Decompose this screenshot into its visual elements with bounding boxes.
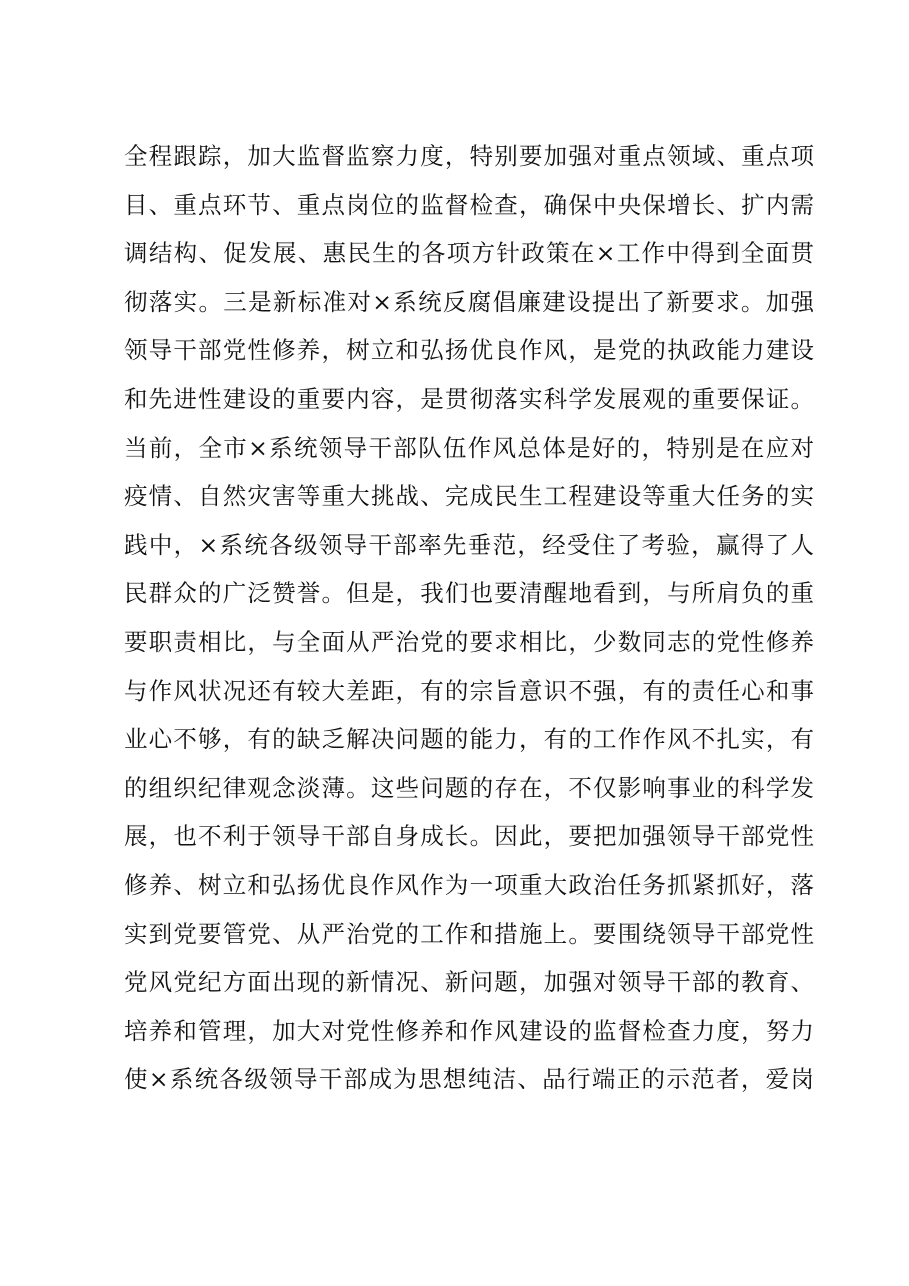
text-line: 调结构、促发展、惠民生的各项方针政策在×工作中得到全面贯 (124, 239, 814, 268)
text-line: 领导干部党性修养，树立和弘扬优良作风，是党的执政能力建设 (124, 336, 814, 365)
text-line: 党风党纪方面出现的新情况、新问题，加强对领导干部的教育、 (124, 968, 814, 997)
text-line: 培养和管理，加大对党性修养和作风建设的监督检查力度，努力 (124, 1016, 814, 1045)
text-line: 要职责相比，与全面从严治党的要求相比，少数同志的党性修养 (124, 627, 814, 656)
text-line: 疫情、自然灾害等重大挑战、完成民生工程建设等重大任务的实 (124, 482, 814, 511)
text-line: 实到党要管党、从严治党的工作和措施上。要围绕领导干部党性 (124, 919, 814, 948)
text-line: 的组织纪律观念淡薄。这些问题的存在，不仅影响事业的科学发 (124, 773, 814, 802)
text-line: 业心不够，有的缺乏解决问题的能力，有的工作作风不扎实，有 (124, 725, 814, 754)
text-line: 与作风状况还有较大差距，有的宗旨意识不强，有的责任心和事 (124, 676, 814, 705)
text-line: 使×系统各级领导干部成为思想纯洁、品行端正的示范者，爱岗 (124, 1065, 814, 1094)
text-line: 全程跟踪，加大监督监察力度，特别要加强对重点领域、重点项 (124, 142, 814, 170)
text-line: 展，也不利于领导干部自身成长。因此，要把加强领导干部党性 (124, 822, 814, 851)
text-line: 彻落实。三是新标准对×系统反腐倡廉建设提出了新要求。加强 (124, 287, 814, 316)
text-line: 践中，×系统各级领导干部率先垂范，经受住了考验，赢得了人 (124, 530, 814, 559)
text-line: 民群众的广泛赞誉。但是，我们也要清醒地看到，与所肩负的重 (124, 579, 814, 608)
text-line: 目、重点环节、重点岗位的监督检查，确保中央保增长、扩内需 (124, 190, 814, 219)
text-line: 和先进性建设的重要内容，是贯彻落实科学发展观的重要保证。 (124, 384, 814, 413)
text-line: 修养、树立和弘扬优良作风作为一项重大政治任务抓紧抓好，落 (124, 870, 814, 899)
body-text (124, 132, 814, 1104)
text-line: 当前，全市×系统领导干部队伍作风总体是好的，特别是在应对 (124, 433, 814, 462)
